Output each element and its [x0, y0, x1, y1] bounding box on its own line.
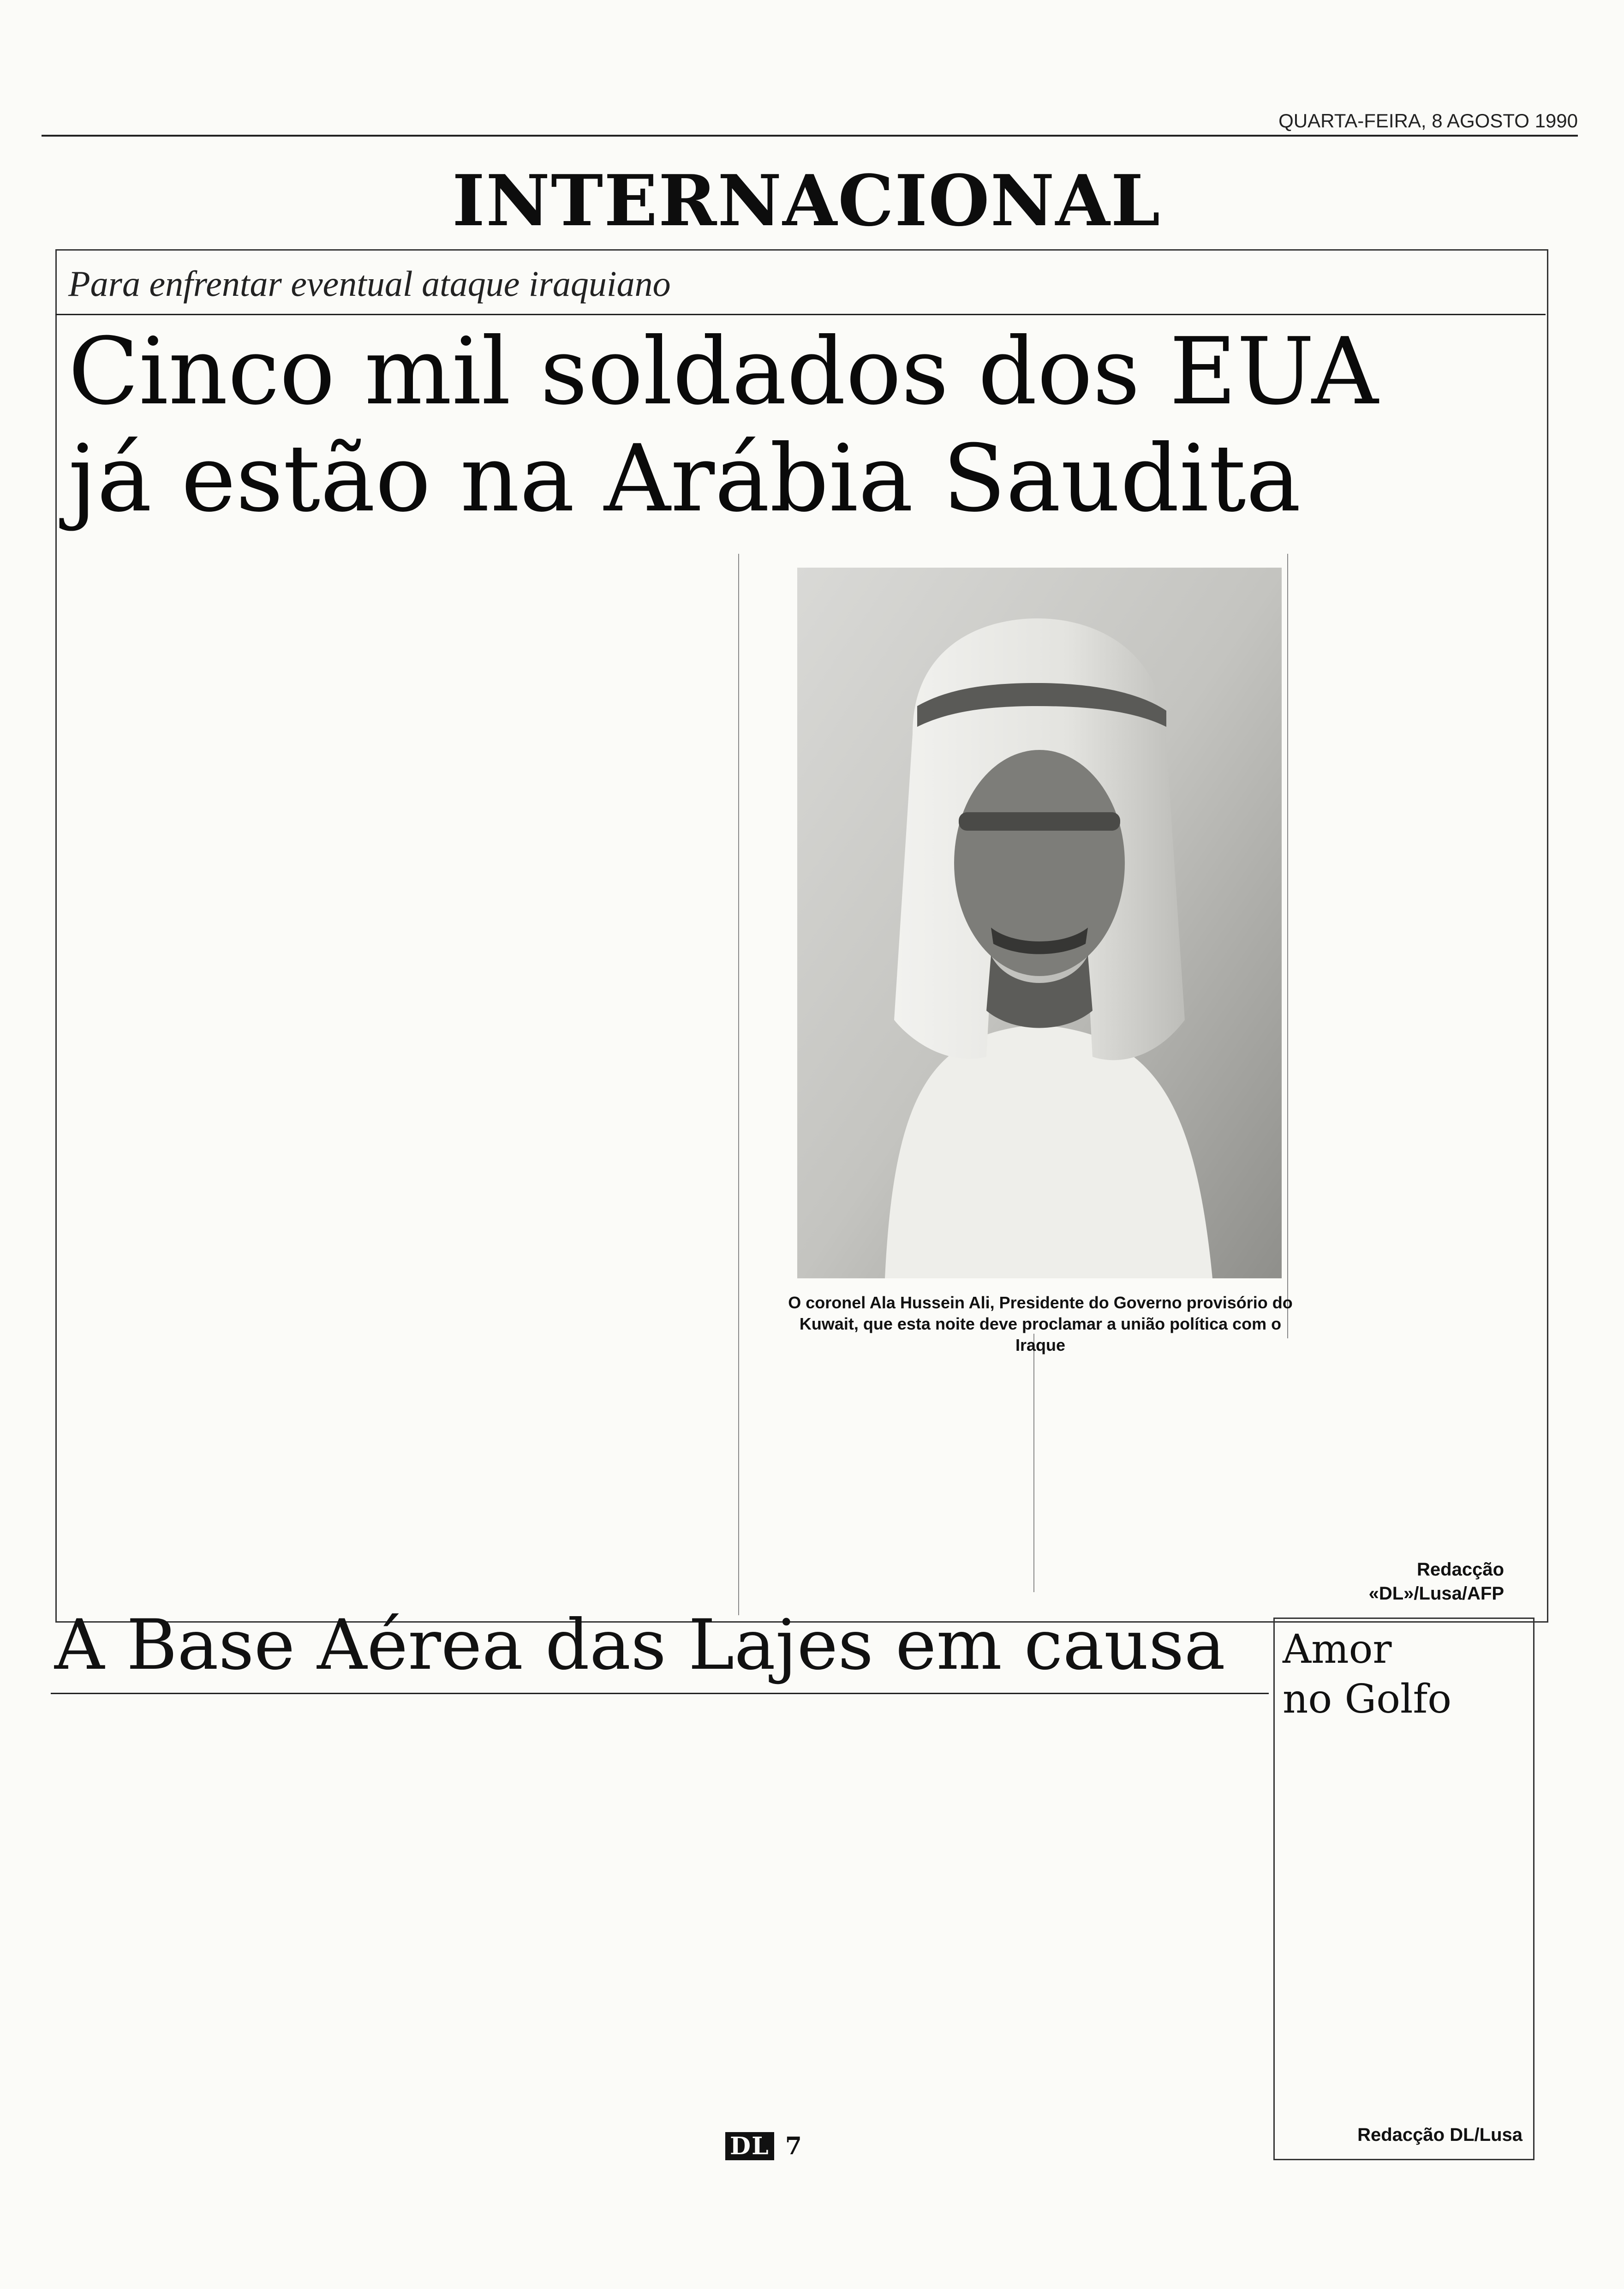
page-number: 7: [785, 2132, 802, 2160]
main-article-body-column-6: [1296, 554, 1527, 1588]
photo-caption: O coronel Ala Hussein Ali, Presidente do Governo provisório do Kuwait, que esta noite deve proclamar a união política com o Iraque: [788, 1293, 1293, 1354]
lajes-article-headline: A Base Aérea das Lajes em causa: [54, 1605, 1225, 1685]
headline-line-1: Cinco mil soldados dos EUA: [68, 318, 1379, 425]
main-article-body-column-3: [544, 554, 766, 1588]
lajes-body-column-5: [1043, 1703, 1269, 2127]
main-article-body-column-1: [65, 554, 281, 1588]
lajes-body-column-3: [544, 1703, 775, 2127]
signature-line-1: Redacção: [1417, 1559, 1504, 1580]
main-article-headline: [68, 318, 1545, 533]
lajes-body-column-2: [295, 1703, 526, 2127]
main-article-signature: [1246, 1558, 1504, 1606]
signature-line-2: «DL»/Lusa/AFP: [1368, 1583, 1504, 1604]
column-divider: [738, 554, 739, 1615]
main-article-body-column-5: [1029, 1361, 1260, 1578]
section-title: INTERNACIONAL: [452, 159, 1161, 242]
main-article-body-column-2: [304, 554, 526, 1588]
amor-article-title: [1283, 1624, 1513, 1724]
lajes-article-body: [51, 1703, 1269, 2127]
main-article-kicker: Para enfrentar eventual ataque iraquiano: [68, 264, 671, 304]
news-photo: [797, 568, 1282, 1278]
header-rule: [42, 135, 1578, 137]
amor-article-body: [1285, 1726, 1520, 2118]
portrait-image: [797, 568, 1282, 1278]
dateline: QUARTA-FEIRA, 8 AGOSTO 1990: [1278, 110, 1578, 132]
amor-article-signature: Redacção DL/Lusa: [1357, 2125, 1522, 2145]
page-footer: [717, 2132, 810, 2160]
headline-line-2: já estão na Arábia Saudita: [68, 425, 1301, 533]
column-divider: [1287, 554, 1288, 1338]
lajes-body-column-1: [51, 1703, 277, 2127]
lajes-body-column-4: [794, 1703, 1024, 2127]
lajes-headline-rule: [51, 1693, 1269, 1694]
main-article-body-column-4: [780, 1361, 1010, 1578]
amor-title-line-2: no Golfo: [1283, 1676, 1452, 1722]
dl-logo: DL: [725, 2132, 774, 2160]
column-divider: [1033, 1334, 1034, 1592]
kicker-rule: [55, 314, 1546, 315]
amor-title-line-1: Amor: [1283, 1626, 1392, 1672]
